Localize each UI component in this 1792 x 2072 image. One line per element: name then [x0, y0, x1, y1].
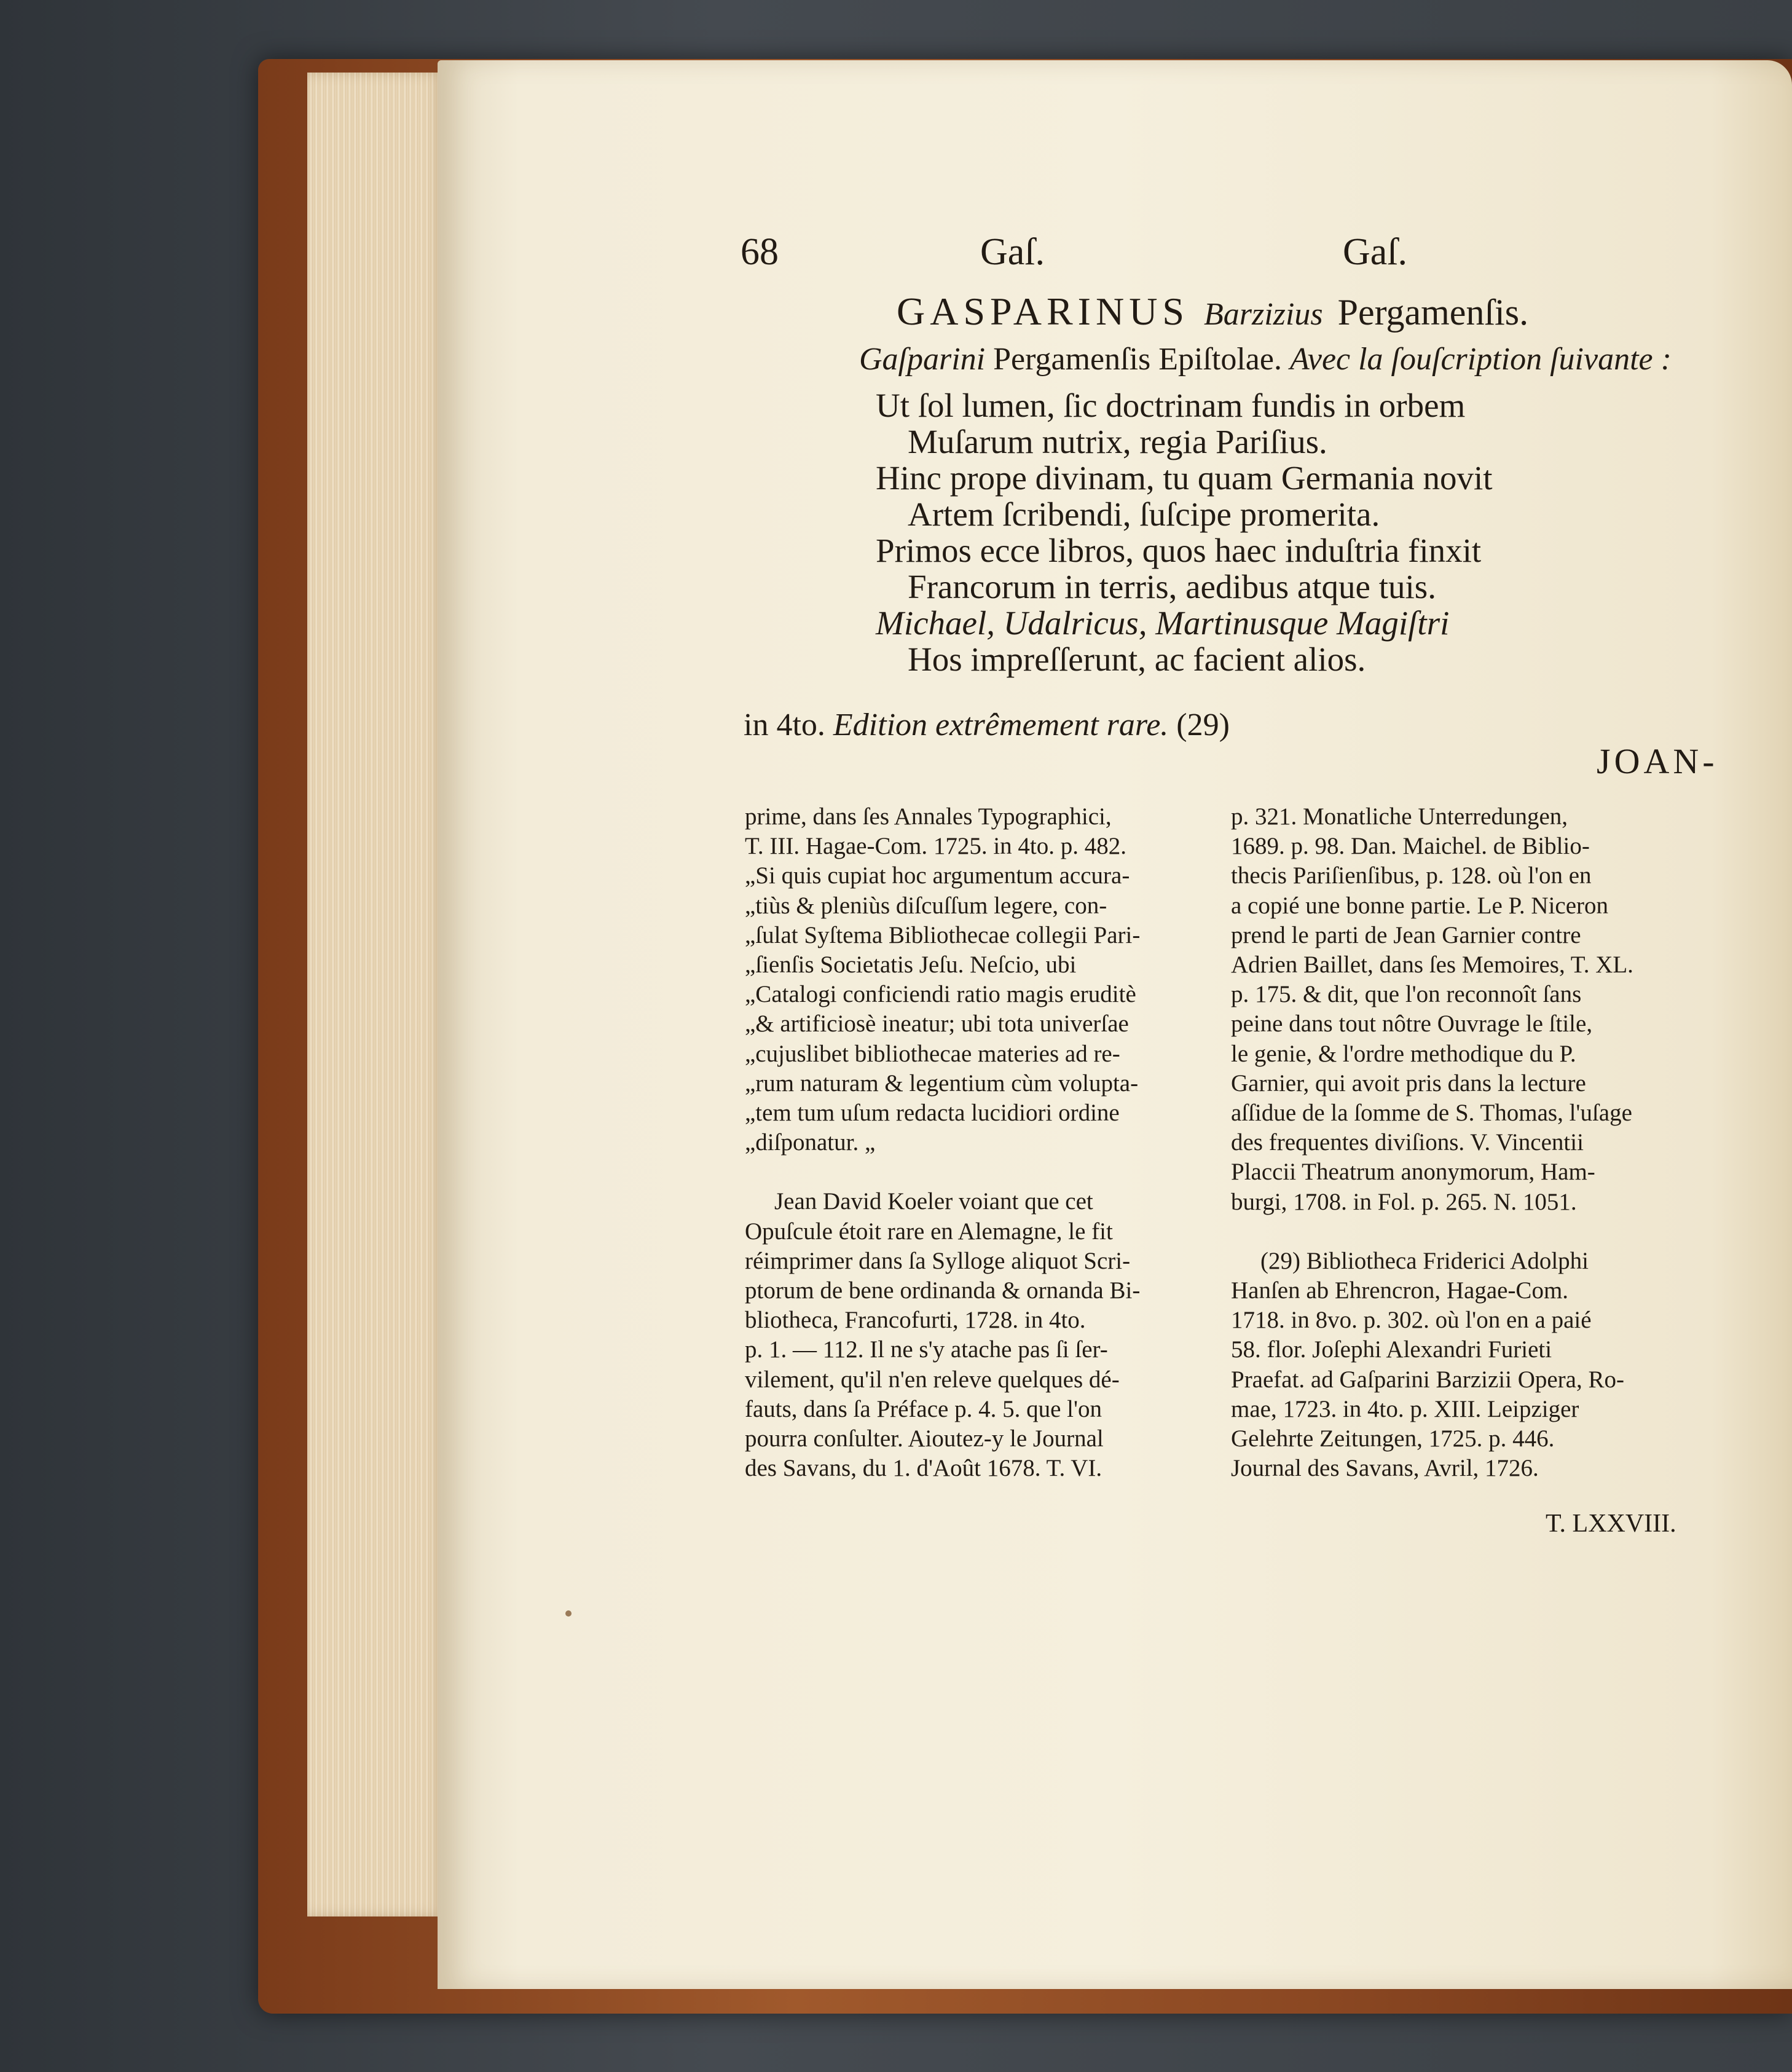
text-line: Jean David Koeler voiant que cet [774, 1188, 1093, 1215]
text-line: „ſienſis Societatis Jeſu. Neſcio, ubi [745, 951, 1077, 979]
text-line: Journal des Savans, Avril, 1726. [1231, 1455, 1539, 1482]
text-line: prime, dans ſes Annales Typographici, [745, 803, 1112, 830]
text-line: a copié une bonne partie. Le P. Niceron [1231, 892, 1609, 919]
text-line: burgi, 1708. in Fol. p. 265. N. 1051. [1231, 1188, 1577, 1215]
text-line: peine dans tout nôtre Ouvrage le ſtile, [1231, 1010, 1593, 1038]
text-line: Opuſcule étoit rare en Alemagne, le fit [745, 1218, 1113, 1245]
text-line: Placcii Theatrum anonymorum, Ham- [1231, 1159, 1595, 1186]
verse-line: Hos impreſſerunt, ac facient alios. [908, 640, 1366, 678]
text-line: fauts, dans ſa Préface p. 4. 5. que l'on [745, 1395, 1102, 1422]
edition-note: Edition extrêmement rare. [833, 707, 1169, 743]
text-line: ptorum de bene ordinanda & ornanda Bi- [745, 1277, 1141, 1304]
text-line: des frequentes diviſions. V. Vincentii [1231, 1129, 1584, 1156]
intro-note: Avec la ſouſcription ſuivante : [1289, 342, 1672, 377]
text-line: Adrien Baillet, dans ſes Memoires, T. XL. [1231, 951, 1633, 979]
intro-author: Gaſparini [859, 342, 986, 377]
headline-place: Pergamenſis. [1337, 292, 1529, 333]
verse-line: Francorum in terris, aedibus atque tuis. [908, 568, 1436, 605]
verse-line: Artem ſcribendi, ſuſcipe promerita. [908, 495, 1380, 533]
running-header [741, 230, 1407, 280]
verse-line: Ut ſol lumen, ſic doctrinam fundis in orbem [876, 387, 1466, 424]
verse-line: Michael, Udalricus, Martinusque Magiſtri [876, 604, 1450, 642]
text-line: le genie, & l'ordre methodique du P. [1231, 1040, 1576, 1067]
text-line: Garnier, qui avoit pris dans la lecture [1231, 1069, 1586, 1097]
text-line: vilement, qu'il n'en releve quelques dé- [745, 1366, 1120, 1393]
text-line: „tiùs & pleniùs diſcuſſum legere, con- [745, 892, 1107, 919]
verse-line: Muſarum nutrix, regia Pariſius. [908, 423, 1327, 460]
intro-title: Pergamenſis Epiſtolae. [993, 342, 1282, 377]
running-head-right: Gaſ. [1342, 231, 1407, 273]
entry-intro [859, 341, 1672, 377]
page-spot [565, 1610, 572, 1617]
text-line: „cujuslibet bibliothecae materies ad re- [745, 1040, 1120, 1067]
text-line: aſſidue de la ſomme de S. Thomas, l'uſage [1231, 1100, 1632, 1127]
verse-line: Primos ecce libros, quos haec induſtria finxit [876, 532, 1482, 569]
running-head-left: Gaſ. [980, 231, 1045, 273]
text-line: bliotheca, Francofurti, 1728. in 4to. [745, 1307, 1086, 1334]
headline-name: GASPARINUS [897, 290, 1189, 333]
page-edges [307, 73, 444, 1916]
text-line: des Savans, du 1. d'Août 1678. T. VI. [745, 1455, 1102, 1482]
text-line: 58. flor. Joſephi Alexandri Furieti [1231, 1336, 1552, 1363]
page-number: 68 [741, 231, 779, 273]
text-line: „& artificiosè ineatur; ubi tota univerſae [745, 1010, 1129, 1038]
paragraph-gap [1231, 1217, 1693, 1247]
paragraph-gap [745, 1157, 1204, 1187]
catchword: JOAN- [1597, 741, 1718, 781]
edition-line [744, 707, 1230, 743]
footnote-ref: (29) [1176, 707, 1230, 743]
text-line: T. III. Hagae-Com. 1725. in 4to. p. 482. [745, 833, 1126, 860]
text-line: „Catalogi conficiendi ratio magis eruditè [745, 981, 1136, 1008]
text-line: Praefat. ad Gaſparini Barzizii Opera, Ro- [1231, 1366, 1624, 1393]
text-line: „tem tum uſum redacta lucidiori ordine [745, 1100, 1120, 1127]
text-line: „diſponatur. „ [745, 1129, 876, 1156]
footnote-column-right [1231, 802, 1693, 1483]
text-line: (29) Bibliotheca Friderici Adolphi [1260, 1247, 1589, 1274]
text-line: p. 175. & dit, que l'on reconnoît ſans [1231, 981, 1582, 1008]
text-line: Hanſen ab Ehrencron, Hagae-Com. [1231, 1277, 1569, 1304]
text-line: prend le parti de Jean Garnier contre [1231, 921, 1581, 948]
text-line: 1718. in 8vo. p. 302. où l'on en a paié [1231, 1307, 1592, 1334]
entry-headline [897, 289, 1528, 334]
headline-surname: Barzizius [1204, 297, 1323, 332]
text-line: 1689. p. 98. Dan. Maichel. de Biblio- [1231, 833, 1590, 860]
verse-line: Hinc prope divinam, tu quam Germania novit [876, 459, 1493, 497]
text-line: mae, 1723. in 4to. p. XIII. Leipziger [1231, 1395, 1579, 1422]
edition-format: in 4to. [744, 707, 825, 743]
text-line: p. 321. Monatliche Unterredungen, [1231, 803, 1568, 830]
text-line: p. 1. — 112. Il ne s'y atache pas ſi ſer- [745, 1336, 1108, 1363]
footnote-column-left [745, 802, 1204, 1483]
text-line: Gelehrte Zeitungen, 1725. p. 446. [1231, 1425, 1555, 1452]
text-line: „Si quis cupiat hoc argumentum accura- [745, 862, 1130, 889]
text-line: pourra conſulter. Aioutez-y le Journal [745, 1425, 1104, 1452]
text-line: thecis Pariſienſibus, p. 128. où l'on en [1231, 862, 1592, 889]
verse-block [876, 387, 1493, 677]
text-line: réimprimer dans ſa Sylloge aliquot Scri- [745, 1247, 1131, 1274]
text-line: „ſulat Syſtema Bibliothecae collegii Pari- [745, 921, 1141, 948]
text-line: „rum naturam & legentium cùm volupta- [745, 1069, 1139, 1097]
signature-line: T. LXXVIII. [1546, 1510, 1676, 1538]
